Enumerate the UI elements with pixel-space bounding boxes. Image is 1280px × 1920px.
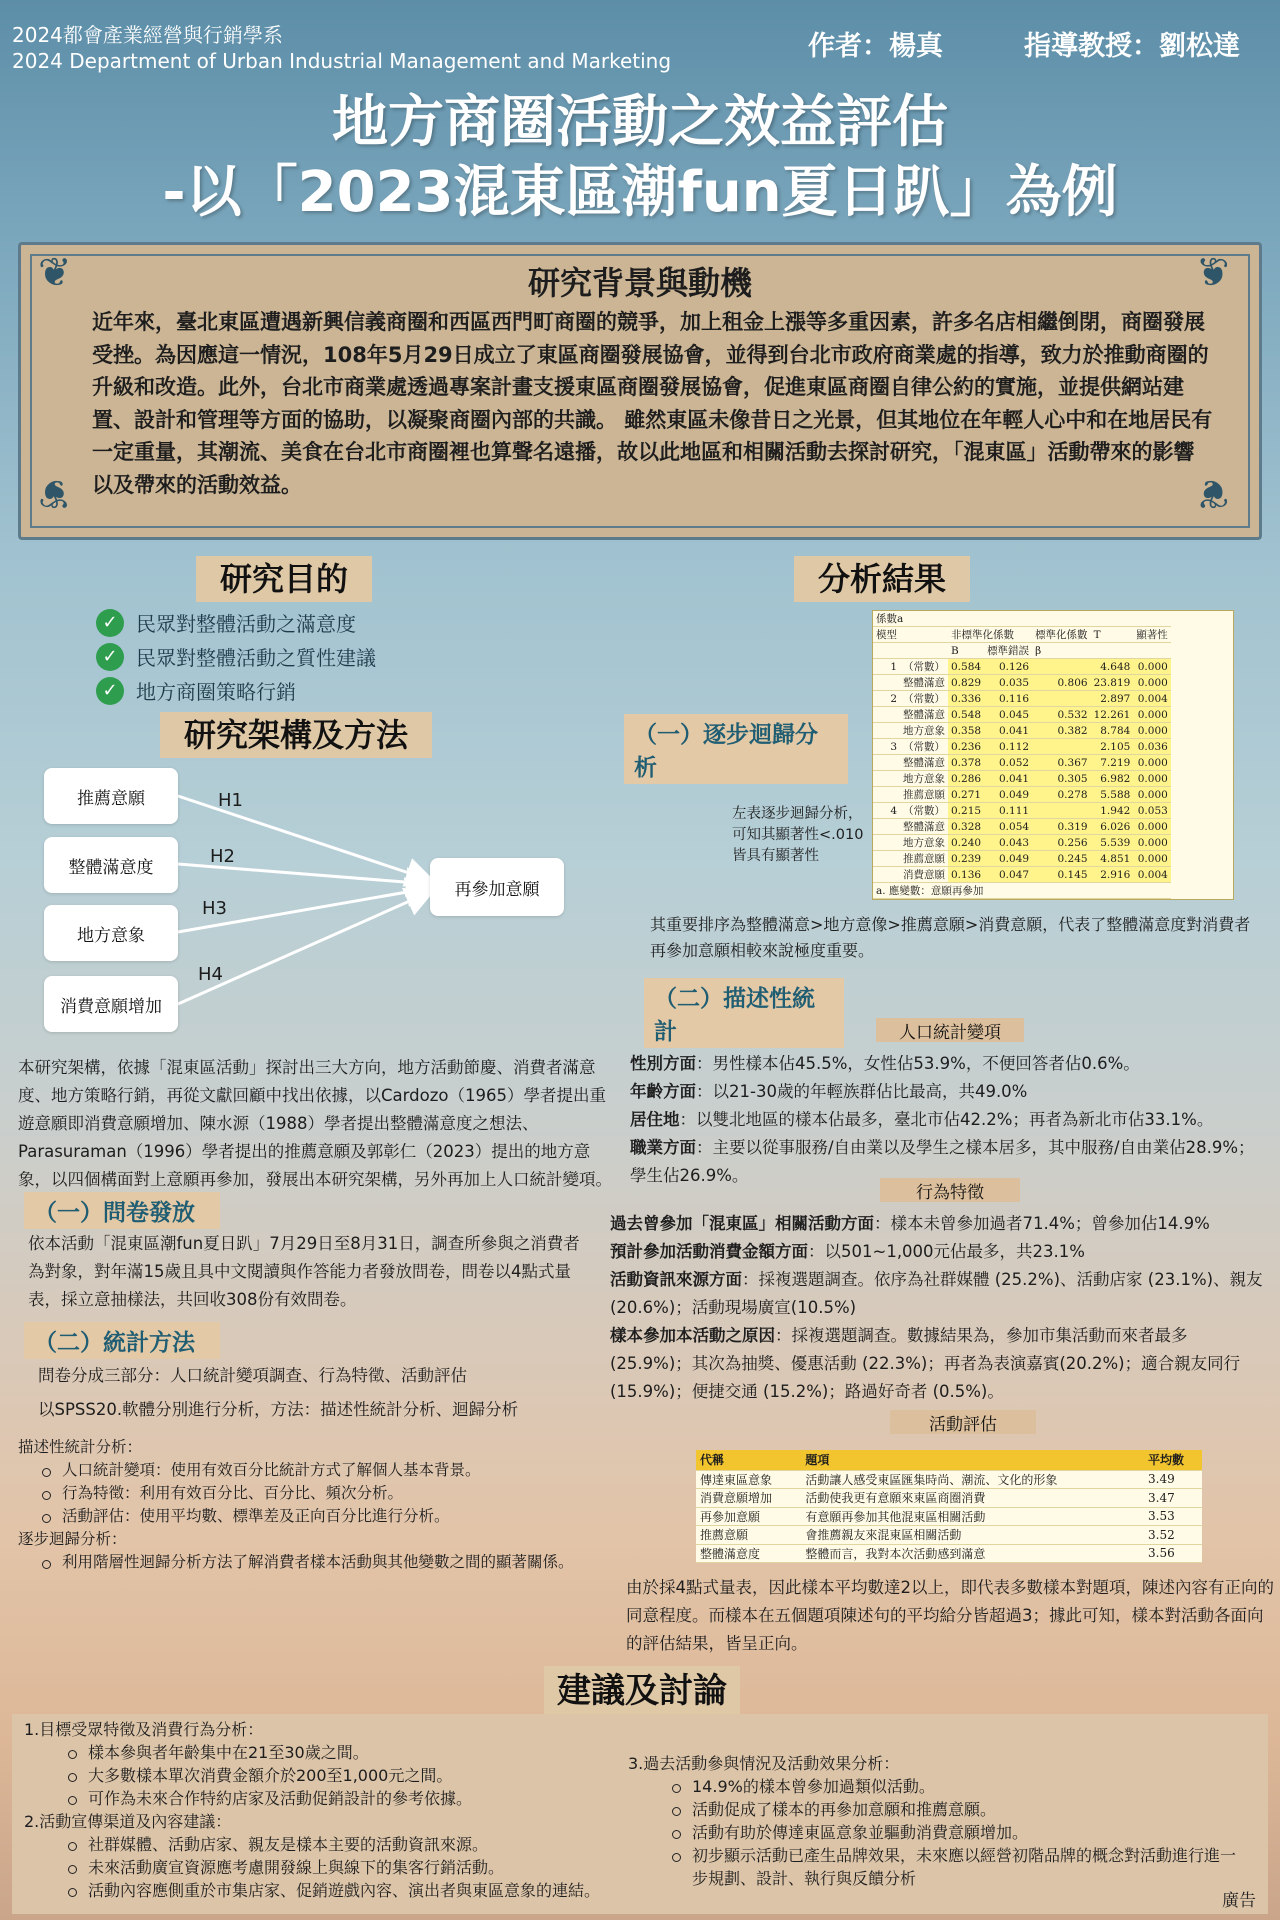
- advisor: 指導教授：劉松達: [1024, 31, 1240, 62]
- regression-row: 整體滿意 0.548 0.045 0.532 12.261 0.000: [873, 707, 1171, 723]
- framework-box-recommend: 推薦意願: [44, 768, 178, 824]
- hypothesis-label: H1: [218, 790, 243, 811]
- purpose-item: ✓ 民眾對整體活動之滿意度: [96, 608, 356, 637]
- purpose-item: ✓ 地方商圈策略行銷: [96, 676, 296, 705]
- results-title: 分析結果: [794, 556, 970, 602]
- stats-line-2: 以SPSS20.軟體分別進行分析，方法：描述性統計分析、迴歸分析: [38, 1400, 519, 1419]
- regression-row: 推薦意願 0.239 0.049 0.245 4.851 0.000: [873, 851, 1171, 867]
- regression-row: 推薦意願 0.271 0.049 0.278 5.588 0.000: [873, 787, 1171, 803]
- framework-title: 研究架構及方法: [160, 712, 432, 758]
- regression-row: 3 （常數） 0.236 0.112 2.105 0.036: [873, 739, 1171, 755]
- discussion-item: 未來活動廣宣資源應考慮開發線上與線下的集客行銷活動。: [44, 1856, 624, 1879]
- regression-item: 利用階層性迴歸分析方法了解消費者樣本活動與其他變數之間的顯著關係。: [18, 1551, 638, 1574]
- regression-caption: 係數a: [873, 611, 1171, 627]
- department-header: [12, 22, 671, 74]
- stats-line-1: 問卷分成三部分：人口統計變項調查、行為特徵、活動評估: [38, 1366, 467, 1385]
- regression-table: 係數a 模型 非標準化係數 標準化係數 T 顯著性 B 標準錯誤 β 1 （常數） 0.584 0.126 4.648 0.000 整體滿意 0.829 0.035 0.806 23.819 0.000 2 （常數） 0.336 0.116 2.897 0.004 整體滿意 0.548 0.045 0.532 12.261 0.000 地方意象 0.358 0.041 0.382 8.784 0.000 3 （常數） 0.236 0.112 2.105 0.036 整體滿意 0.378 0.052 0.367 7.219 0.000 地方意象 0.286 0.041 0.305 6.982 0.000 推薦意願 0.271 0.049 0.278 5.588 0.000 4 （常數） 0.215 0.111 1.942 0.053 整體滿意 0.328 0.054 0.319 6.026 0.000 地方意象 0.240 0.043 0.256 5.539 0.000 推薦意願 0.239 0.049 0.245 4.851 0.000 消費意願 0.136 0.047 0.145 2.916 0.004 a. 應變數：意願再參加: [872, 610, 1234, 900]
- title-line-1: 地方商圈活動之效益評估: [332, 90, 948, 155]
- regression-row: 消費意願 0.136 0.047 0.145 2.916 0.004: [873, 867, 1171, 883]
- regression-row: 地方意象 0.240 0.043 0.256 5.539 0.000: [873, 835, 1171, 851]
- discussion-item: 大多數樣本單次消費金額介於200至1,000元之間。: [44, 1764, 624, 1787]
- demographics-line: 性別方面：男性樣本佔45.5%，女性佔53.9%，不便回答者佔0.6%。: [630, 1054, 1140, 1073]
- hypothesis-label: H2: [210, 846, 235, 867]
- regression-row: 地方意象 0.286 0.041 0.305 6.982 0.000: [873, 771, 1171, 787]
- regression-row: 整體滿意 0.378 0.052 0.367 7.219 0.000: [873, 755, 1171, 771]
- regression-row: 整體滿意 0.328 0.054 0.319 6.026 0.000: [873, 819, 1171, 835]
- evaluation-row: 整體滿意度 整體而言，我對本次活動感到滿意 3.56: [696, 1544, 1202, 1563]
- framework-box-satisfaction: 整體滿意度: [44, 837, 178, 893]
- demographics-line: 職業方面：主要以從事服務/自由業以及學生之樣本居多，其中服務/自由業佔28.9%；學生佔26.9%。: [630, 1138, 1255, 1185]
- discussion-item: 可作為未來合作特約店家及活動促銷設計的參考依據。: [44, 1787, 624, 1810]
- descriptive-title: （二）描述性統計: [644, 978, 844, 1048]
- evaluation-text: 由於採4點式量表，因此樣本平均數達2以上，即代表多數樣本對題項，陳述內容有正向的同意程度。而樣本在五個題項陳述句的平均給分皆超過3；據此可知，樣本對活動各面向的評估結果，皆呈正向。: [626, 1578, 1274, 1653]
- desc-stats-item: 行為特徵：利用有效百分比、百分比、頻次分析。: [18, 1482, 638, 1505]
- behavior-line: 活動資訊來源方面：採複選題調查。依序為社群媒體 (25.2%)、活動店家 (23.1%)、親友 (20.6%)；活動現場廣宣(10.5%): [610, 1270, 1263, 1317]
- framework-box-local-image: 地方意象: [44, 905, 178, 961]
- demographics-line: 居住地：以雙北地區的樣本佔最多，臺北市佔42.2%；再者為新北市佔33.1%。: [630, 1110, 1214, 1129]
- regression-row: 2 （常數） 0.336 0.116 2.897 0.004: [873, 691, 1171, 707]
- stats-methods: [18, 1436, 638, 1574]
- behavior-line: 樣本參加本活動之原因：採複選題調查。數據結果為，參加市集活動而來者最多 (25.9%)；其次為抽獎、優惠活動 (22.3%)；再者為表演嘉賓(20.2%)；適合親友同行 (15.9%)；便捷交通 (15.2%)；路過好奇者 (0.5%)。: [610, 1326, 1241, 1401]
- survey-title: （一）問卷發放: [24, 1192, 220, 1229]
- regression-label: 逐步迴歸分析：: [18, 1530, 127, 1548]
- purpose-title: 研究目的: [196, 556, 372, 602]
- discussion-item: 14.9%的樣本曾參加過類似活動。: [648, 1775, 1248, 1798]
- purpose-item: ✓ 民眾對整體活動之質性建議: [96, 642, 376, 671]
- corner-ornament-icon: ❦: [1196, 470, 1230, 516]
- ad-label[interactable]: 廣告: [1222, 1891, 1256, 1911]
- corner-ornament-icon: ❦: [38, 470, 72, 516]
- stats-title: （二）統計方法: [24, 1322, 220, 1359]
- evaluation-row: 推薦意願 會推薦親友來混東區相關活動 3.52: [696, 1526, 1202, 1545]
- background-title: 研究背景與動機: [527, 264, 752, 302]
- regression-row: 1 （常數） 0.584 0.126 4.648 0.000: [873, 659, 1171, 675]
- department-zh: 2024都會產業經營與行銷學系: [12, 23, 283, 47]
- discussion-item: 活動有助於傳達東區意象並驅動消費意願增加。: [648, 1821, 1248, 1844]
- hypothesis-label: H4: [198, 964, 223, 985]
- behavior-block: [610, 1210, 1270, 1406]
- hypothesis-label: H3: [202, 898, 227, 919]
- framework-box-revisit: 再參加意願: [430, 858, 564, 916]
- survey-text: 依本活動「混東區潮fun夏日趴」7月29日至8月31日，調查所參與之消費者為對象，對年滿15歲且具中文閱讀與作答能力者發放問卷，問卷以4點式量表，採立意抽樣法，共回收308份有效問卷。: [28, 1234, 580, 1309]
- regression-row: 整體滿意 0.829 0.035 0.806 23.819 0.000: [873, 675, 1171, 691]
- author: 作者：楊真: [808, 31, 943, 62]
- background-text: 近年來，臺北東區遭遇新興信義商圈和西區西門町商圈的競爭，加上租金上漲等多重因素，許多名店相繼倒閉，商圈發展受挫。為因應這一情況，108年5月29日成立了東區商圈發展協會，並得到台北市政府商業處的指導，致力於推動商圈的升級和改造。此外，台北市商業處透過專案計畫支援東區商圈發展協會，促進東區商圈自律公約的實施，並提供網站建置、設計和管理等方面的協助，以凝聚商圈內部的共識。 雖然東區未像昔日之光景，但其地位在年輕人心中和在地居民有一定重量，其潮流、美食在台北市商圈裡也算聲名遠播，故以此地區和相關活動去探討研究，「混東區」活動帶來的影響以及帶來的活動效益。: [92, 310, 1213, 497]
- demographics-tag: 人口統計變項: [876, 1018, 1024, 1042]
- demographics-line: 年齡方面：以21-30歲的年輕族群佔比最高，共49.0%: [630, 1082, 1028, 1101]
- discussion-item: 初步顯示活動已產生品牌效果，未來應以經營初階品牌的概念對活動進行進一步規劃、設計、執行與反饋分析: [648, 1844, 1248, 1890]
- evaluation-row: 消費意願增加 活動使我更有意願來東區商圈消費 3.47: [696, 1489, 1202, 1508]
- discussion-item: 社群媒體、活動店家、親友是樣本主要的活動資訊來源。: [44, 1833, 624, 1856]
- regression-row: 地方意象 0.358 0.041 0.382 8.784 0.000: [873, 723, 1171, 739]
- regression-footnote: a. 應變數：意願再參加: [873, 883, 1171, 899]
- regression-summary: 其重要排序為整體滿意>地方意像>推薦意願>消費意願，代表了整體滿意度對消費者再參加意願相較來說極度重要。: [650, 915, 1251, 960]
- discussion-right: 3.過去活動參與情況及活動效果分析： 14.9%的樣本曾參加過類似活動。 活動促成了樣本的再參加意願和推薦意願。 活動有助於傳達東區意象並驅動消費意願增加。 初步顯示活動已產生品牌效果，未來應以經營初階品牌的概念對活動進行進一步規劃、設計、執行與反饋分析: [628, 1752, 1248, 1890]
- demographics-block: [630, 1050, 1264, 1190]
- discussion-left: 1.目標受眾特徵及消費行為分析： 樣本參與者年齡集中在21至30歲之間。 大多數樣本單次消費金額介於200至1,000元之間。 可作為未來合作特約店家及活動促銷設計的參考依據。 2.活動宣傳渠道及內容建議： 社群媒體、活動店家、親友是樣本主要的活動資訊來源。 未來活動廣宣資源應考慮開發線上與線下的集客行銷活動。 活動內容應側重於市集店家、促銷遊戲內容、演出者與東區意象的連結。: [24, 1718, 624, 1902]
- check-icon: ✓: [96, 643, 124, 671]
- desc-stats-item: 活動評估：使用平均數、標準差及正向百分比進行分析。: [18, 1505, 638, 1528]
- title-line-2: -以「2023混東區潮fun夏日趴」為例: [162, 160, 1118, 225]
- discussion-item: 活動促成了樣本的再參加意願和推薦意願。: [648, 1798, 1248, 1821]
- corner-ornament-icon: ❦: [1196, 250, 1230, 296]
- evaluation-table: 代稱 題項 平均數 傳達東區意象 活動讓人感受東區匯集時尚、潮流、文化的形象 3.49 消費意願增加 活動使我更有意願來東區商圈消費 3.47 再參加意願 有意願再參加其他混東區相關活動 3.53 推薦意願 會推薦親友來混東區相關活動 3.52 整體滿意度 整體而言，我對本次活動感到滿意 3.56: [696, 1450, 1202, 1563]
- check-icon: ✓: [96, 677, 124, 705]
- check-icon: ✓: [96, 609, 124, 637]
- framework-text: 本研究架構，依據「混東區活動」探討出三大方向，地方活動節慶、消費者滿意度、地方策略行銷，再從文獻回顧中找出依據，以Cardozo（1965）學者提出重遊意願即消費意願增加、陳水源（1988）學者提出整體滿意度之想法、Parasuraman（1996）學者提出的推薦意願及郭彰仁（2023）提出的地方意象，以四個構面對上意願再參加，發展出本研究架構，另外再加上人口統計變項。: [18, 1058, 612, 1189]
- evaluation-row: 傳達東區意象 活動讓人感受東區匯集時尚、潮流、文化的形象 3.49: [696, 1470, 1202, 1489]
- evaluation-tag: 活動評估: [890, 1410, 1036, 1434]
- discussion-item: 樣本參與者年齡集中在21至30歲之間。: [44, 1741, 624, 1764]
- desc-stats-label: 描述性統計分析：: [18, 1438, 143, 1456]
- regression-row: 4 （常數） 0.215 0.111 1.942 0.053: [873, 803, 1171, 819]
- evaluation-row: 再參加意願 有意願再參加其他混東區相關活動 3.53: [696, 1507, 1202, 1526]
- department-en: 2024 Department of Urban Industrial Management and Marketing: [12, 49, 672, 73]
- behavior-tag: 行為特徵: [880, 1178, 1020, 1202]
- desc-stats-item: 人口統計變項：使用有效百分比統計方式了解個人基本背景。: [18, 1459, 638, 1482]
- discussion-title: 建議及討論: [544, 1666, 740, 1716]
- regression-note: 左表逐步迴歸分析， 可知其顯著性<.010 皆具有顯著性: [732, 806, 864, 864]
- corner-ornament-icon: ❦: [38, 250, 72, 296]
- discussion-item: 活動內容應側重於市集店家、促銷遊戲內容、演出者與東區意象的連結。: [44, 1879, 624, 1902]
- behavior-line: 預計參加活動消費金額方面：以501~1,000元佔最多，共23.1%: [610, 1242, 1085, 1261]
- behavior-line: 過去曾參加「混東區」相關活動方面：樣本未曾參加過者71.4%；曾參加佔14.9%: [610, 1214, 1210, 1233]
- regression-title: （一）逐步迴歸分析: [624, 714, 848, 784]
- framework-box-consumption: 消費意願增加: [44, 976, 178, 1032]
